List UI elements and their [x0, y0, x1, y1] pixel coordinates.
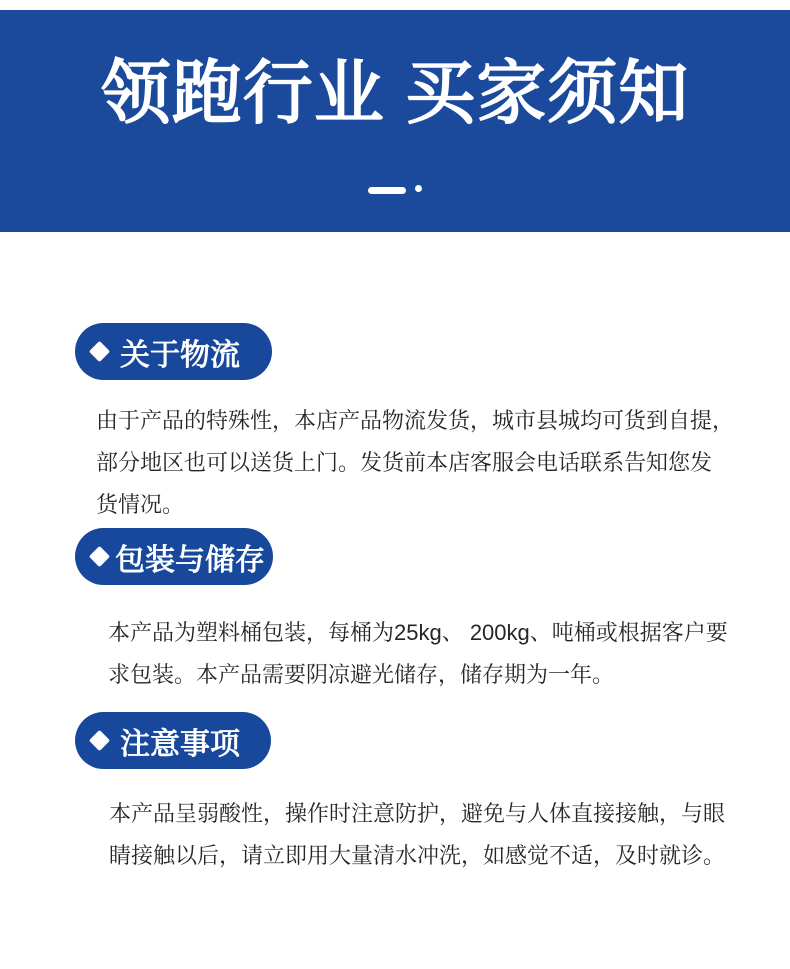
section-heading-precautions: [75, 712, 271, 769]
body-text-line: 本产品为塑料桶包装，每桶为25kg、 200kg、吨桶或根据客户要: [108, 620, 728, 645]
section-body-logistics: [96, 400, 734, 526]
body-text-line: 本产品呈弱酸性，操作时注意防护，避免与人体直接接触，与眼: [109, 801, 726, 826]
section-heading-label: 包装与储存: [115, 543, 265, 577]
diamond-icon: [89, 546, 110, 567]
body-text-line: 由于产品的特殊性，本店产品物流发货，城市县城均可货到自提，: [96, 408, 735, 433]
diamond-icon: [89, 730, 110, 751]
body-text-line: 睛接触以后，请立即用大量清水冲洗，如感觉不适，及时就诊。: [109, 843, 726, 868]
divider-dash-icon: [368, 187, 406, 194]
section-body-packaging: [108, 612, 728, 696]
header-banner: [0, 10, 790, 232]
divider-dot-icon: [415, 185, 422, 192]
section-heading-logistics: [75, 323, 272, 380]
title-divider: [0, 187, 790, 194]
section-heading-packaging: [75, 528, 273, 585]
body-text-line: 求包装。本产品需要阴凉避光储存，储存期为一年。: [108, 662, 615, 687]
section-heading-label: 关于物流: [120, 338, 240, 372]
section-body-precautions: [109, 793, 725, 877]
diamond-icon: [89, 341, 110, 362]
body-text-line: 货情况。: [96, 492, 185, 517]
body-text-line: 部分地区也可以送货上门。发货前本店客服会电话联系告知您发: [96, 450, 713, 475]
page-title: 领跑行业 买家须知: [100, 54, 690, 132]
section-heading-label: 注意事项: [120, 727, 240, 761]
